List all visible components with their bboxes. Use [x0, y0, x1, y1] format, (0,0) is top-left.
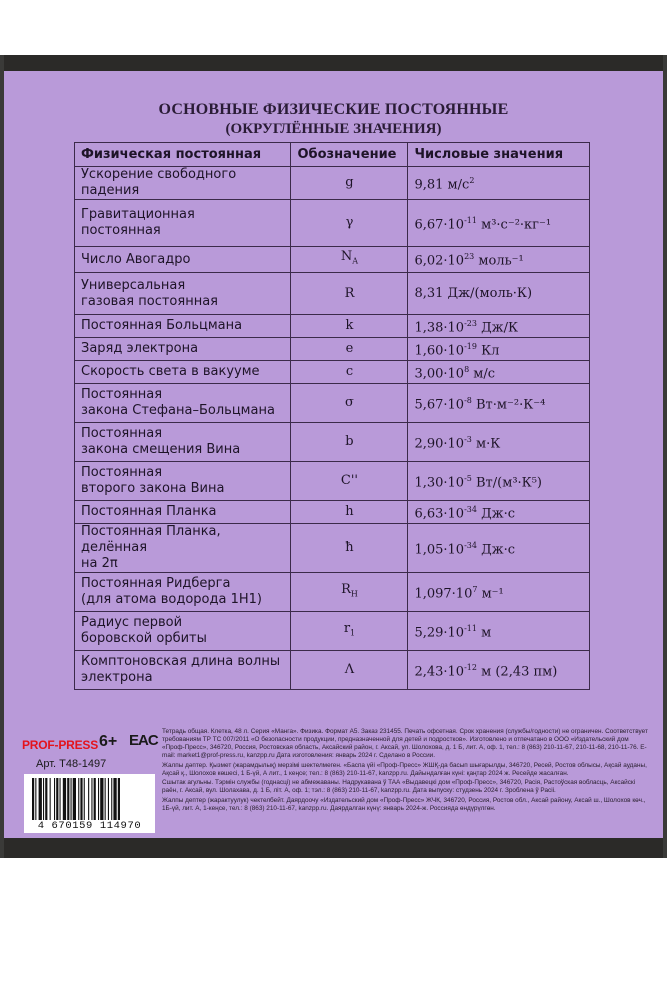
symbol-text: σ	[345, 395, 354, 410]
constant-symbol	[291, 651, 408, 690]
bottom-edge-strip	[0, 838, 667, 858]
constant-symbol	[291, 501, 408, 524]
constant-value	[408, 200, 590, 247]
constant-value	[408, 524, 590, 573]
constant-name	[75, 273, 291, 315]
eac-mark: EAC	[129, 732, 158, 749]
symbol-text: Λ	[344, 662, 355, 677]
table-row	[75, 384, 590, 423]
constant-name	[75, 361, 291, 384]
constant-symbol	[291, 462, 408, 501]
constant-name-line: Скорость света в вакууме	[81, 364, 260, 379]
value-unit: м⁻¹	[477, 586, 504, 602]
page-subtitle: (ОКРУГЛЁННЫЕ ЗНАЧЕНИЯ)	[225, 121, 442, 137]
product-label	[22, 728, 652, 836]
constant-name	[75, 338, 291, 361]
value-exponent: -8	[464, 395, 472, 405]
constant-name	[75, 167, 291, 200]
constant-name-line: Заряд электрона	[81, 341, 199, 356]
article-number: Арт. Т48-1497	[36, 758, 107, 770]
value-mantissa: 3,00·10	[414, 366, 465, 382]
table-row	[75, 651, 590, 690]
value-exponent: -5	[464, 473, 472, 483]
value-exponent: 7	[472, 584, 478, 594]
constants-table	[74, 142, 590, 690]
value-unit: Кл	[476, 343, 500, 359]
value-exponent: -34	[464, 540, 477, 550]
value-unit: Дж·с	[476, 542, 516, 558]
value-mantissa: 1,38·10	[414, 320, 465, 336]
constant-name-line: постоянная	[81, 223, 161, 238]
constant-value	[408, 384, 590, 423]
column-header-name: Физическая постоянная	[75, 143, 291, 167]
value-exponent: 23	[464, 252, 475, 262]
constant-name	[75, 573, 291, 612]
constant-name	[75, 612, 291, 651]
table-row	[75, 167, 590, 200]
imprint-info	[162, 728, 652, 814]
constant-value	[408, 423, 590, 462]
value-unit: Дж·с	[476, 506, 516, 522]
value-unit: м (2,43 пм)	[476, 664, 558, 680]
constant-symbol	[291, 315, 408, 338]
value-mantissa: 1,60·10	[414, 343, 465, 359]
value-unit: Вт/(м³·К⁵)	[471, 475, 543, 491]
table-row	[75, 501, 590, 524]
symbol-text: R	[344, 285, 355, 301]
constant-name	[75, 200, 291, 247]
constant-value	[408, 247, 590, 273]
constant-symbol	[291, 200, 408, 247]
constant-value	[408, 501, 590, 524]
constant-name-line: Постоянная	[81, 387, 163, 402]
constant-name-line: на 2π	[81, 556, 118, 571]
value-exponent: -19	[464, 341, 477, 351]
constant-name-line: Комптоновская длина волны	[81, 654, 281, 669]
constant-symbol	[291, 524, 408, 573]
table-header-row	[75, 143, 590, 167]
imprint-ru: Тетрадь общая. Клетка, 48 л. Серия «Манга». Физика. Формат А5. Заказ 231455. Печать офсетная. Срок хранения (службы/годности) не ограничен. Соответствует требованиям ТР ТС 007/2011 «О безопасности продукции, предназначенной для детей и подростков». Изготовлено и отпечатано в ООО «Издательский дом «Проф-Пресс», 346720, Россия, Ростовская область, Аксайский район, г. Аксай, ул. Шолохова, д. 1 Б, лит. А, оф. 1, тел.: 8 (863) 210-11-67, 210-11-68, 210-11-76. E-mail: market1@prof-press.ru, kanzpp.ru Дата изготовления: январь 2024 г. Сделано в России.	[162, 728, 648, 759]
value-mantissa: 5,29·10	[414, 625, 465, 641]
value-mantissa: 1,30·10	[414, 475, 465, 491]
constant-name	[75, 315, 291, 338]
constant-name-line: Постоянная	[81, 426, 163, 441]
table-row	[75, 247, 590, 273]
constant-name-line: закона Стефана–Больцмана	[81, 403, 275, 418]
symbol-text: N	[340, 249, 353, 265]
constant-symbol	[291, 573, 408, 612]
age-rating: 6+	[99, 733, 118, 750]
constant-symbol	[291, 361, 408, 384]
table-row	[75, 315, 590, 338]
constant-value	[408, 573, 590, 612]
value-mantissa: 2,90·10	[414, 436, 465, 452]
constant-value	[408, 651, 590, 690]
value-mantissa: 6,67·10	[414, 217, 465, 233]
table-row	[75, 423, 590, 462]
constant-value	[408, 273, 590, 315]
imprint-kz: Жалпы дәптер. Қызмет (жарамдылық) мерзімі шектелмеген. «Баспа үйі «Проф-Пресс» ЖШҚ-да басып шығарылды, 346720, Ресей, Ростов облысы, Ақсай ауданы, Ақсай қ., Шолохов көшесі, 1 Б-үй, А лит., 1 кеңсе; тел.: 8 (863) 210-11-67, kanzpp.ru. Дайындалған күні: қаңтар 2024 ж. Ресейде жасалған.	[162, 761, 647, 777]
constant-name-line: Ускорение свободного падения	[81, 167, 237, 198]
column-header-value: Числовые значения	[408, 143, 590, 167]
value-mantissa: 6,02·10	[414, 253, 465, 269]
constant-name	[75, 247, 291, 273]
value-unit: м³·с⁻²·кг⁻¹	[476, 217, 552, 233]
value-unit: моль⁻¹	[474, 253, 524, 269]
value-exponent: -23	[464, 318, 477, 328]
table-row	[75, 524, 590, 573]
constant-symbol	[291, 273, 408, 315]
value-exponent: -12	[464, 662, 477, 672]
table-row	[75, 612, 590, 651]
constant-symbol	[291, 423, 408, 462]
column-header-symbol: Обозначение	[291, 143, 408, 167]
page-title: ОСНОВНЫЕ ФИЗИЧЕСКИЕ ПОСТОЯННЫЕ	[158, 101, 509, 118]
constant-value	[408, 315, 590, 338]
constant-name-line: закона смещения Вина	[81, 442, 241, 457]
table-row	[75, 273, 590, 315]
constant-name-line: Гравитационная	[81, 207, 195, 222]
table-row	[75, 361, 590, 384]
constant-symbol	[291, 167, 408, 200]
value-mantissa: 1,097·10	[414, 586, 473, 602]
constant-value	[408, 612, 590, 651]
table-row	[75, 462, 590, 501]
symbol-text: e	[345, 341, 354, 356]
value-mantissa: 5,67·10	[414, 397, 465, 413]
value-exponent: -11	[464, 215, 477, 225]
symbol-text: r	[343, 620, 351, 636]
value-exponent: 2	[469, 175, 475, 185]
table-row	[75, 573, 590, 612]
constant-name-line: Постоянная Больцмана	[81, 318, 243, 333]
top-edge-strip	[0, 55, 667, 71]
constant-name-line: Постоянная	[81, 465, 163, 480]
constant-value	[408, 361, 590, 384]
constant-name	[75, 462, 291, 501]
symbol-text: C''	[340, 473, 359, 488]
value-exponent: -3	[464, 434, 472, 444]
symbol-subscript: H	[350, 589, 358, 599]
constant-name-line: Универсальная	[81, 277, 186, 293]
value-mantissa: 1,05·10	[414, 542, 465, 558]
constant-name-line: второго закона Вина	[81, 481, 225, 496]
constant-name-line: Постоянная Ридберга	[81, 576, 231, 591]
table-row	[75, 338, 590, 361]
value-unit: м/с	[469, 366, 496, 382]
brand-logo: PROF-PRESS	[22, 738, 99, 752]
constant-symbol	[291, 384, 408, 423]
constant-symbol	[291, 338, 408, 361]
symbol-subscript: A	[352, 256, 359, 266]
constant-value	[408, 167, 590, 200]
value-mantissa: 6,63·10	[414, 506, 465, 522]
constant-name-line: электрона	[81, 670, 153, 685]
symbol-text: h	[345, 504, 354, 519]
value-mantissa: 9,81 м/с	[414, 177, 470, 193]
value-unit: м	[476, 625, 492, 641]
symbol-text: g	[345, 175, 354, 190]
table-row	[75, 200, 590, 247]
left-edge	[0, 55, 4, 858]
value-mantissa: 2,43·10	[414, 664, 465, 680]
constant-symbol	[291, 612, 408, 651]
imprint-by: Сшытак агульны. Тэрмін службы (годнасці) не абмежаваны. Надрукавана ў ТАА «Выдавецкі дом «Проф-Пресс», 346720, Расія, Растоўская вобласць, Аксайскі раён, г. Аксай, вул. Шолахава, д. 1 Б, літ. А, оф. 1; тэл.: 8 (863) 210-11-67, kanzpp.ru. Дата выпуску: студзень 2024 г. Зроблена ў Расіі.	[162, 779, 636, 794]
barcode-number: 4 670159 114970	[37, 820, 142, 832]
constant-name-line: боровской орбиты	[81, 631, 207, 646]
constant-name-line: Постоянная Планка	[81, 504, 217, 519]
symbol-subscript: 1	[350, 628, 356, 638]
symbol-text: c	[345, 364, 354, 379]
constant-name-line: Радиус первой	[81, 615, 183, 630]
right-edge	[663, 55, 667, 858]
symbol-text: b	[345, 434, 354, 449]
constant-symbol	[291, 247, 408, 273]
constant-name-line: газовая постоянная	[81, 293, 218, 309]
constant-name	[75, 384, 291, 423]
symbol-text: k	[345, 318, 354, 333]
value-mantissa: 8,31 Дж/(моль·К)	[414, 285, 533, 301]
constant-value	[408, 338, 590, 361]
value-exponent: -11	[464, 623, 477, 633]
constant-name	[75, 501, 291, 524]
imprint-kg: Жалпы дептер (жарактуулук) чектелбейт. Даярдоочу «Издательский дом «Проф-Пресс» ЖЧК, 346720, Россия, Ростов обл., Аксай району, Аксай ш., Шолохов көч., 1Б-үй, лит. А, 1-кеңсе, тел.: 8 (863) 210-11-67, kanzpp.ru. Даярдалган күнү: январь 2024-ж. Россияда өндүрүлгөн.	[162, 796, 646, 812]
value-unit: м·К	[471, 436, 501, 452]
value-exponent: 8	[464, 364, 470, 374]
constant-value	[408, 462, 590, 501]
symbol-text: R	[341, 581, 351, 597]
constant-name-line: Постоянная Планка, делённая	[81, 524, 221, 555]
value-exponent: -34	[464, 504, 477, 514]
constant-name	[75, 524, 291, 573]
symbol-text: γ	[345, 215, 354, 230]
constant-name	[75, 651, 291, 690]
constant-name	[75, 423, 291, 462]
value-unit: Вт·м⁻²·К⁻⁴	[471, 397, 546, 413]
constant-name-line: Число Авогадро	[81, 251, 191, 267]
value-unit: Дж/К	[476, 320, 519, 336]
constant-name-line: (для атома водорода 1H1)	[81, 592, 262, 607]
symbol-text: ħ	[345, 540, 354, 555]
